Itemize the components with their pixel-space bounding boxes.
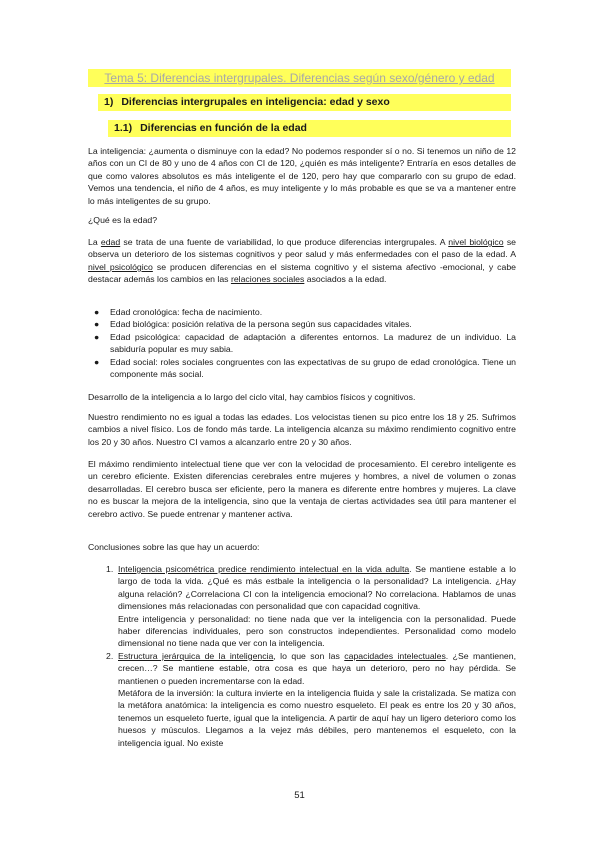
underlined-term: edad	[100, 237, 121, 247]
paragraph-rendimiento: Nuestro rendimiento no es igual a todas las edades. Los velocistas tienen su pico entre los 18 y 25. Sufrimos cambios a nivel físico. Los de fondo más tarde. La inteligencia alcanza su máximo rendimiento cognitivo entre los 20 y 30 años. Nuestro CI vamos a alcanzarlo entre 20 y 30 años.	[88, 412, 516, 447]
text-span: se observa un deterioro de los sistemas cognitivos y peor salud y más enfermedades con el paso de la edad. A	[88, 237, 516, 260]
text-span: . Se mantiene estable a lo largo de toda la vida. ¿Qué es más estbale la inteligencia o la personalidad? La inteligencia. ¿Hay alguna relación? ¿Correlaciona CI con la inteligencia emocional? No correlaciona. Hablamos de unas dimensiones más relacionadas con personalidad que con capacidad cognitiva.	[118, 564, 516, 612]
bullet-icon: ●	[94, 356, 100, 367]
subsection-heading-text: Diferencias en función de la edad	[140, 122, 307, 134]
list-item	[88, 356, 516, 381]
section-heading-text: Diferencias intergrupales en inteligencia: edad y sexo	[121, 96, 390, 108]
subsection-number: 1.1)	[114, 122, 133, 134]
list-number: 2.	[106, 650, 114, 661]
bullet-icon: ●	[94, 319, 100, 330]
text-span: . ¿Se mantienen, crecen…? Se mantiene estable, otra cosa es que haya un deterioro, pero no hay pérdida. Se mantienen o pueden incrementarse con la edad.	[118, 650, 516, 686]
underlined-term: Inteligencia psicométrica predice rendimiento intelectual en la vida adulta	[118, 564, 410, 574]
list-item-text	[118, 650, 516, 687]
text-span: , lo que son las	[273, 650, 345, 661]
numbered-list	[88, 563, 516, 749]
section-number: 1)	[104, 96, 114, 108]
list-item-text: Edad psicológica: capacidad de adaptación a diferentes entornos. La madurez de un individuo. La sabiduría popular es muy sabia.	[110, 331, 516, 355]
list-item	[88, 306, 516, 318]
paragraph-question: ¿Qué es la edad?	[88, 215, 158, 225]
paragraph-maximo: El máximo rendimiento intelectual tiene que ver con la velocidad de procesamiento. El cerebro inteligente es un cerebro eficiente. Existen diferencias cerebrales entre mujeres y hombres, a nivel de volumen o zonas desarrolladas. El cerebro busca ser eficiente, pero la manera es diferente entre hombres y mujeres. La clave no es buscar la mejora de la inteligencia, sino que la ventaja de ciertas actividades sea útil para mantener el cerebro activo. Se puede entrenar y mantener activa.	[88, 459, 516, 519]
text-span: se producen diferencias en el sistema cognitivo y el sistema afectivo -emocional, y cabe destacar además los cambios en las	[88, 261, 516, 285]
page-title: Tema 5: Diferencias intergrupales. Diferencias según sexo/género y edad	[88, 69, 511, 87]
list-item-text	[118, 563, 516, 613]
underlined-term: nivel biológico	[448, 237, 504, 247]
underlined-term: Estructura jerárquica de la inteligencia	[118, 650, 274, 661]
text-span: asociados a la edad.	[304, 274, 387, 285]
paragraph-conclusiones: Conclusiones sobre las que hay un acuerdo:	[88, 542, 260, 552]
list-number: 1.	[106, 564, 114, 574]
list-item-extra: Entre inteligencia y personalidad: no tiene nada que ver la inteligencia con la personalidad. Puede haber diferencias individuales, pero son constructos independientes. Personalidad como modelo dimensional no tiene nada que ver con la inteligencia.	[118, 613, 516, 649]
paragraph-intro: La inteligencia: ¿aumenta o disminuye con la edad? No podemos responder sí o no. Si tenemos un niño de 12 años con un CI de 80 y uno de 4 años con CI de 120, ¿quién es más inteligente? Entraría en esos detalles de que como valores absolutos es más inteligente el de 120, pero hay que compararlo con su grupo de edad. Vemos una tendencia, el niño de 4 años, es muy inteligente y lo más probable es que se va a mantener entre lo más inteligentes de su grupo.	[88, 146, 516, 206]
underlined-term: relaciones sociales	[230, 274, 305, 285]
list-item	[88, 650, 516, 749]
bullet-icon: ●	[94, 307, 100, 317]
list-item	[88, 563, 516, 650]
text-span: La	[88, 237, 101, 247]
list-item-text: Edad social: roles sociales congruentes con las expectativas de su grupo de edad cronológica. Tiene un componente más social.	[110, 356, 516, 380]
list-item-text: Edad biológica: posición relativa de la persona según sus capacidades vitales.	[110, 319, 412, 330]
subsection-heading	[108, 120, 511, 137]
page-number: 51	[294, 790, 305, 801]
bullet-icon: ●	[94, 331, 100, 342]
text-span: se trata de una fuente de variabilidad, lo que produce diferencias intergrupales. A	[120, 237, 449, 247]
paragraph-desarrollo: Desarrollo de la inteligencia a lo largo del ciclo vital, hay cambios físicos y cognitivos.	[88, 392, 416, 402]
list-item-text: Edad cronológica: fecha de nacimiento.	[110, 307, 263, 317]
paragraph-edad	[88, 236, 516, 286]
bullet-list	[88, 306, 516, 380]
section-heading	[98, 94, 511, 111]
list-item	[88, 318, 516, 330]
underlined-term: nivel psicológico	[88, 261, 153, 272]
underlined-term: capacidades intelectuales	[344, 650, 446, 661]
list-item-extra: Metáfora de la inversión: la cultura invierte en la inteligencia fluida y sale la cristalizada. Se matiza con la metáfora anatómica: la inteligencia es como nuestro esqueleto. El peak es entre los 20 y 30 años, tenemos un esqueleto fuerte, igual que la inteligencia. A partir de aquí hay un ligero deterioro como los huesos y músculos. Llegamos a la vejez más débiles, pero mantenemos el esqueleto, con la inteligencia igual. No existe	[118, 688, 516, 748]
list-item	[88, 331, 516, 356]
